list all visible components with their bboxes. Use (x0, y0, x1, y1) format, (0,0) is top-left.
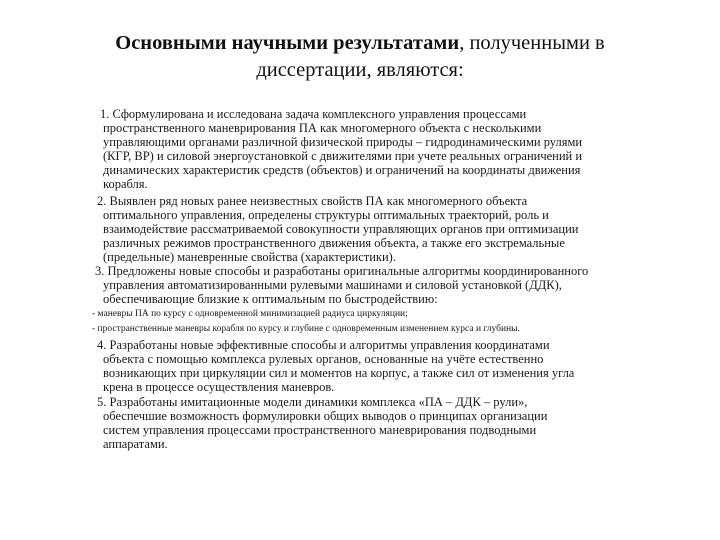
item-1-line-1: 1. Сформулирована и исследована задача комплексного управления процессами (100, 107, 527, 121)
item-2-line-3: взаимодействие рассматриваемой совокупности управляющих органов при оптимизации (103, 222, 579, 236)
item-1-line-4: (КГР, ВР) и силовой энергоустановкой с движителями при учете реальных ограничений и (103, 149, 583, 163)
sub-item-1: - маневры ПА по курсу с одновременной минимизацией радиуса циркуляции; (92, 309, 408, 319)
item-5-line-1: 5. Разработаны имитационные модели динамики комплекса «ПА – ДДК – рули», (97, 395, 528, 409)
item-3-line-2: управления автоматизированными рулевыми машинами и силовой установкой (ДДК), (103, 278, 562, 292)
item-4-line-2: объекта с помощью комплекса рулевых органов, основанные на учёте естественно (103, 352, 544, 366)
item-2-line-4: различных режимов пространственного движения объекта, а также его экстремальные (103, 236, 565, 250)
title-bold: Основными научными результатами (115, 32, 460, 54)
sub-item-2: - пространственные маневры корабля по курсу и глубине с одновременным изменением курса и глубины. (92, 324, 520, 334)
item-4-line-3: возникающих при циркуляции сил и моментов на корпус, а также сил от изменения угла (103, 366, 575, 380)
item-5-line-3: систем управления процессами пространственного маневрирования подводными (103, 423, 537, 437)
item-3-line-1: 3. Предложены новые способы и разработаны оригинальные алгоритмы координированного (95, 264, 589, 278)
item-5-line-4: аппаратами. (103, 437, 168, 451)
item-4-line-1: 4. Разработаны новые эффективные способы и алгоритмы управления координатами (97, 338, 550, 352)
item-1-line-6: корабля. (103, 177, 148, 191)
item-1-line-2: пространственного маневрирования ПА как многомерного объекта с несколькими (103, 121, 542, 135)
item-3-line-3: обеспечивающие близкие к оптимальным по быстродействию: (103, 292, 438, 306)
item-1-line-3: управляющими органами различной физической природы – гидродинамическими рулями (103, 135, 583, 149)
page-title (0, 30, 720, 84)
item-5-line-2: обеспечшие возможность формулировки общих выводов о принципах организации (103, 409, 548, 423)
title-line2: диссертации, являются: (256, 59, 464, 81)
item-2-line-1: 2. Выявлен ряд новых ранее неизвестных свойств ПА как многомерного объекта (97, 194, 528, 208)
item-4-line-4: крена в процессе осуществления маневров. (103, 380, 335, 394)
title-rest: , полученными в (459, 32, 605, 54)
item-2-line-5: (предельные) маневренные свойства (характеристики). (103, 250, 396, 264)
item-1-line-5: динамических характеристик средств (объектов) и ограничений на координаты движения (103, 163, 581, 177)
item-2-line-2: оптимального управления, определены структуры оптимальных траекторий, роль и (103, 208, 549, 222)
